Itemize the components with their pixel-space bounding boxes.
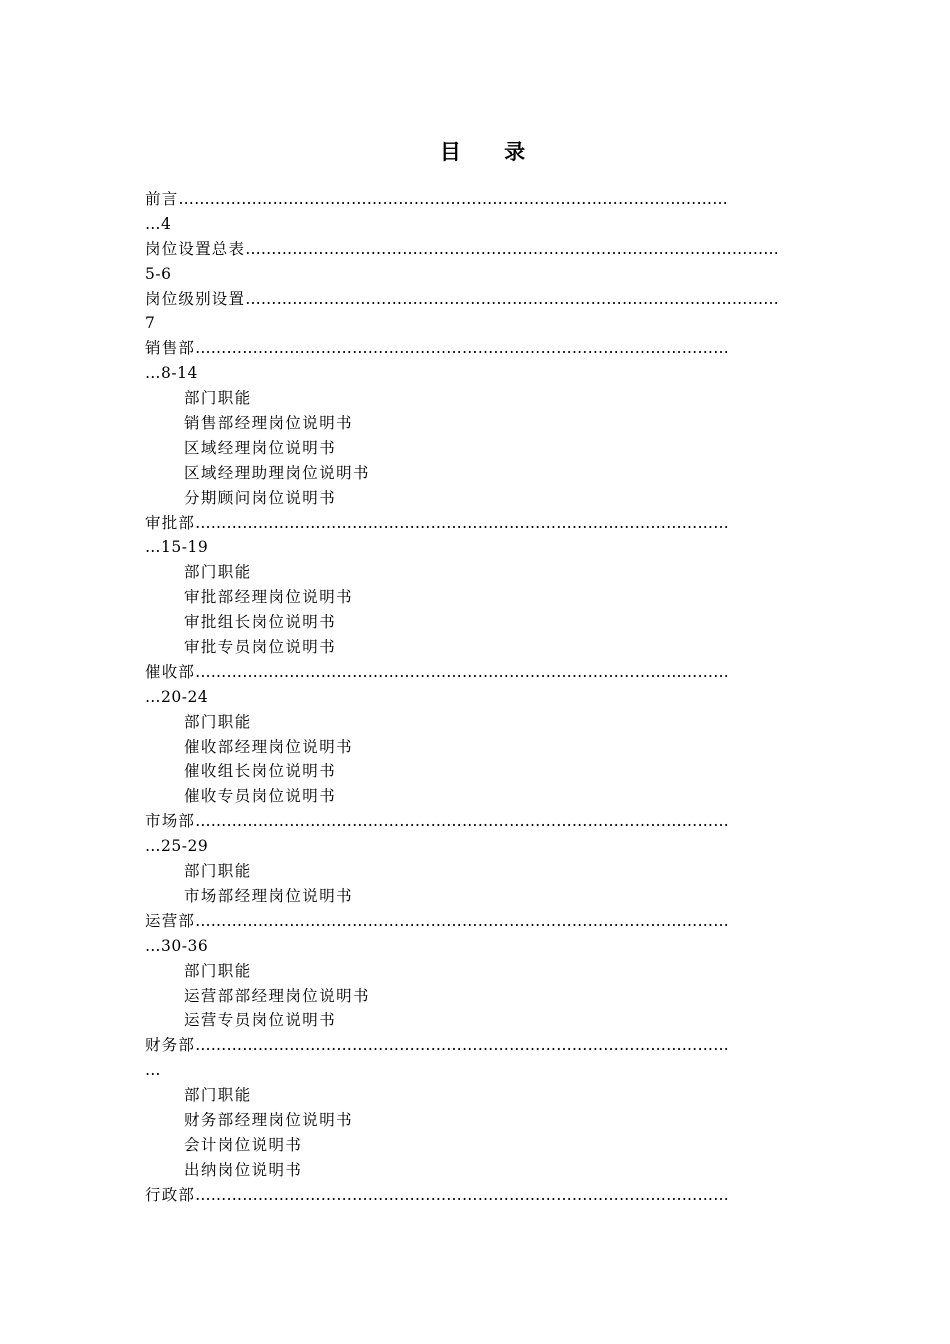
- toc-sub-entry: 催收专员岗位说明书: [184, 787, 337, 806]
- toc-page-range: …: [145, 1061, 161, 1080]
- toc-page-range: …25-29: [145, 837, 209, 856]
- toc-leader-dots: …………………………………………………………………………………………: [195, 1185, 729, 1204]
- table-of-contents: [145, 187, 795, 1208]
- toc-sub-entry: 审批组长岗位说明书: [184, 613, 337, 632]
- toc-entry: [145, 237, 795, 262]
- toc-leader-dots: …………………………………………………………………………………………: [245, 239, 780, 258]
- toc-sub-entry: 部门职能: [184, 389, 252, 408]
- toc-leader-dots: …………………………………………………………………………………………: [195, 662, 729, 681]
- toc-entry-label: 市场部: [145, 812, 196, 831]
- toc-sub-entry: 催收组长岗位说明书: [184, 762, 337, 781]
- toc-leader-dots: …………………………………………………………………………………………: [245, 289, 780, 308]
- toc-page-range: …20-24: [145, 687, 209, 706]
- toc-entry: [145, 660, 795, 685]
- toc-leader-dots: …………………………………………………………………………………………: [195, 513, 729, 532]
- toc-sub-entry: 区域经理岗位说明书: [184, 438, 337, 457]
- toc-sub-entry: 销售部经理岗位说明书: [184, 414, 354, 433]
- toc-sub-entry: 区域经理助理岗位说明书: [184, 463, 370, 482]
- toc-page-range: …4: [145, 214, 172, 233]
- toc-sub-entry: 会计岗位说明书: [184, 1135, 303, 1154]
- toc-sub-entry: 分期顾问岗位说明书: [184, 488, 337, 507]
- toc-page-range: 5-6: [145, 264, 172, 283]
- toc-page-range: …15-19: [145, 538, 209, 557]
- toc-page-range: 7: [145, 314, 156, 333]
- toc-leader-dots: …………………………………………………………………………………………: [195, 1036, 729, 1055]
- toc-entry-label: 财务部: [145, 1036, 196, 1055]
- toc-entry-label: 岗位级别设置: [145, 289, 246, 308]
- toc-entry-label: 前言: [145, 190, 179, 208]
- toc-sub-entry: 审批专员岗位说明书: [184, 638, 337, 657]
- toc-title: 目 录: [439, 140, 544, 164]
- toc-sub-entry: 部门职能: [184, 1086, 252, 1105]
- toc-sub-entry: 出纳岗位说明书: [184, 1160, 303, 1179]
- toc-entry: [145, 511, 795, 536]
- toc-leader-dots: …………………………………………………………………………………………: [195, 339, 729, 358]
- toc-sub-entry: 运营专员岗位说明书: [184, 1011, 337, 1030]
- toc-sub-entry: 市场部经理岗位说明书: [184, 886, 354, 905]
- toc-entry: [145, 287, 795, 312]
- toc-sub-entry: 部门职能: [184, 862, 252, 881]
- toc-leader-dots: ……………………………………………………………………………………………: [178, 190, 728, 208]
- toc-sub-entry: 运营部部经理岗位说明书: [184, 986, 370, 1005]
- toc-entry: [145, 336, 795, 361]
- toc-entry: [145, 1033, 795, 1058]
- toc-entry-label: 岗位设置总表: [145, 239, 246, 258]
- toc-leader-dots: …………………………………………………………………………………………: [195, 812, 729, 831]
- toc-entry-label: 催收部: [145, 662, 196, 681]
- toc-entry-label: 审批部: [145, 513, 196, 532]
- toc-entry-label: 行政部: [145, 1185, 196, 1204]
- toc-sub-entry: 部门职能: [184, 563, 252, 582]
- toc-sub-entry: 部门职能: [184, 712, 252, 731]
- toc-sub-entry: 部门职能: [184, 961, 252, 980]
- toc-page-range: …8-14: [145, 364, 198, 383]
- toc-sub-entry: 审批部经理岗位说明书: [184, 588, 354, 607]
- toc-entry-label: 销售部: [145, 339, 196, 358]
- toc-sub-entry: 财务部经理岗位说明书: [184, 1110, 354, 1129]
- toc-sub-entry: 催收部经理岗位说明书: [184, 737, 354, 756]
- toc-entry: [145, 1183, 795, 1208]
- toc-entry: [145, 187, 795, 212]
- toc-entry: [145, 909, 795, 934]
- toc-page-range: …30-36: [145, 936, 209, 955]
- toc-entry: [145, 809, 795, 834]
- toc-leader-dots: …………………………………………………………………………………………: [195, 911, 729, 930]
- toc-entry-label: 运营部: [145, 911, 196, 930]
